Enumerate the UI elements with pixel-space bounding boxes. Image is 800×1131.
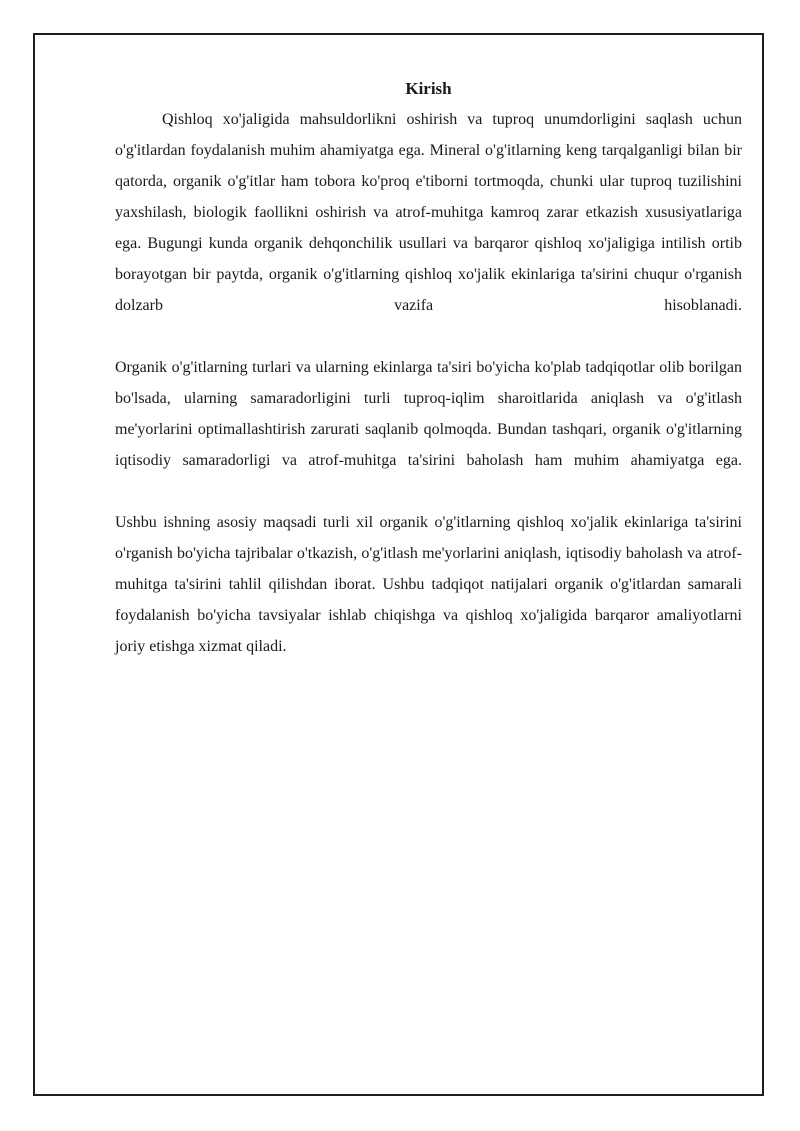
paragraph-gap bbox=[115, 321, 742, 352]
paragraph-intro: Qishloq xo'jaligida mahsuldorlikni oshirish va tuproq unumdorligini saqlash uchun o'g'itlardan foydalanish muhim ahamiyatga ega. Mineral o'g'itlarning keng tarqalganligi bilan bir qatorda, organik o'g'itlar ham tobora ko'proq e'tiborni tortmoqda, chunki ular tuproq tuzilishini yaxshilash, biologik faollikni oshirish va atrof-muhitga kamroq zarar etkazish xususiyatlariga ega. Bugungi kunda organik dehqonchilik usullari va barqaror qishloq xo'jaligiga intilish ortib borayotgan bir paytda, organik o'g'itlarning qishloq xo'jalik ekinlariga ta'sirini chuqur o'rganish dolzarb vazifa hisoblanadi. bbox=[115, 111, 742, 314]
document-body bbox=[115, 76, 742, 662]
paragraph-gap bbox=[115, 476, 742, 507]
paragraph-goal: Ushbu ishning asosiy maqsadi turli xil organik o'g'itlarning qishloq xo'jalik ekinlariga ta'sirini o'rganish bo'yicha tajribalar o'tkazish, o'g'itlash me'yorlarini aniqlash, iqtisodiy baholash va atrof-muhitga ta'sirini tahlil qilishdan iborat. Ushbu tadqiqot natijalari organik o'g'itlardan samarali foydalanish bo'yicha tavsiyalar ishlab chiqishga va qishloq xo'jaligida barqaror amaliyotlarni joriy etishga xizmat qiladi. bbox=[115, 514, 742, 655]
document-title: Kirish bbox=[405, 79, 452, 98]
paragraph-research: Organik o'g'itlarning turlari va ularning ekinlarga ta'siri bo'yicha ko'plab tadqiqotlar olib borilgan bo'lsada, ularning samaradorligini turli tuproq-iqlim sharoitlarida aniqlash va o'g'itlash me'yorlarini optimallashtirish zarurati saqlanib qolmoqda. Bundan tashqari, organik o'g'itlarning iqtisodiy samaradorligi va atrof-muhitga ta'sirini baholash ham muhim ahamiyatga ega. bbox=[115, 359, 742, 469]
